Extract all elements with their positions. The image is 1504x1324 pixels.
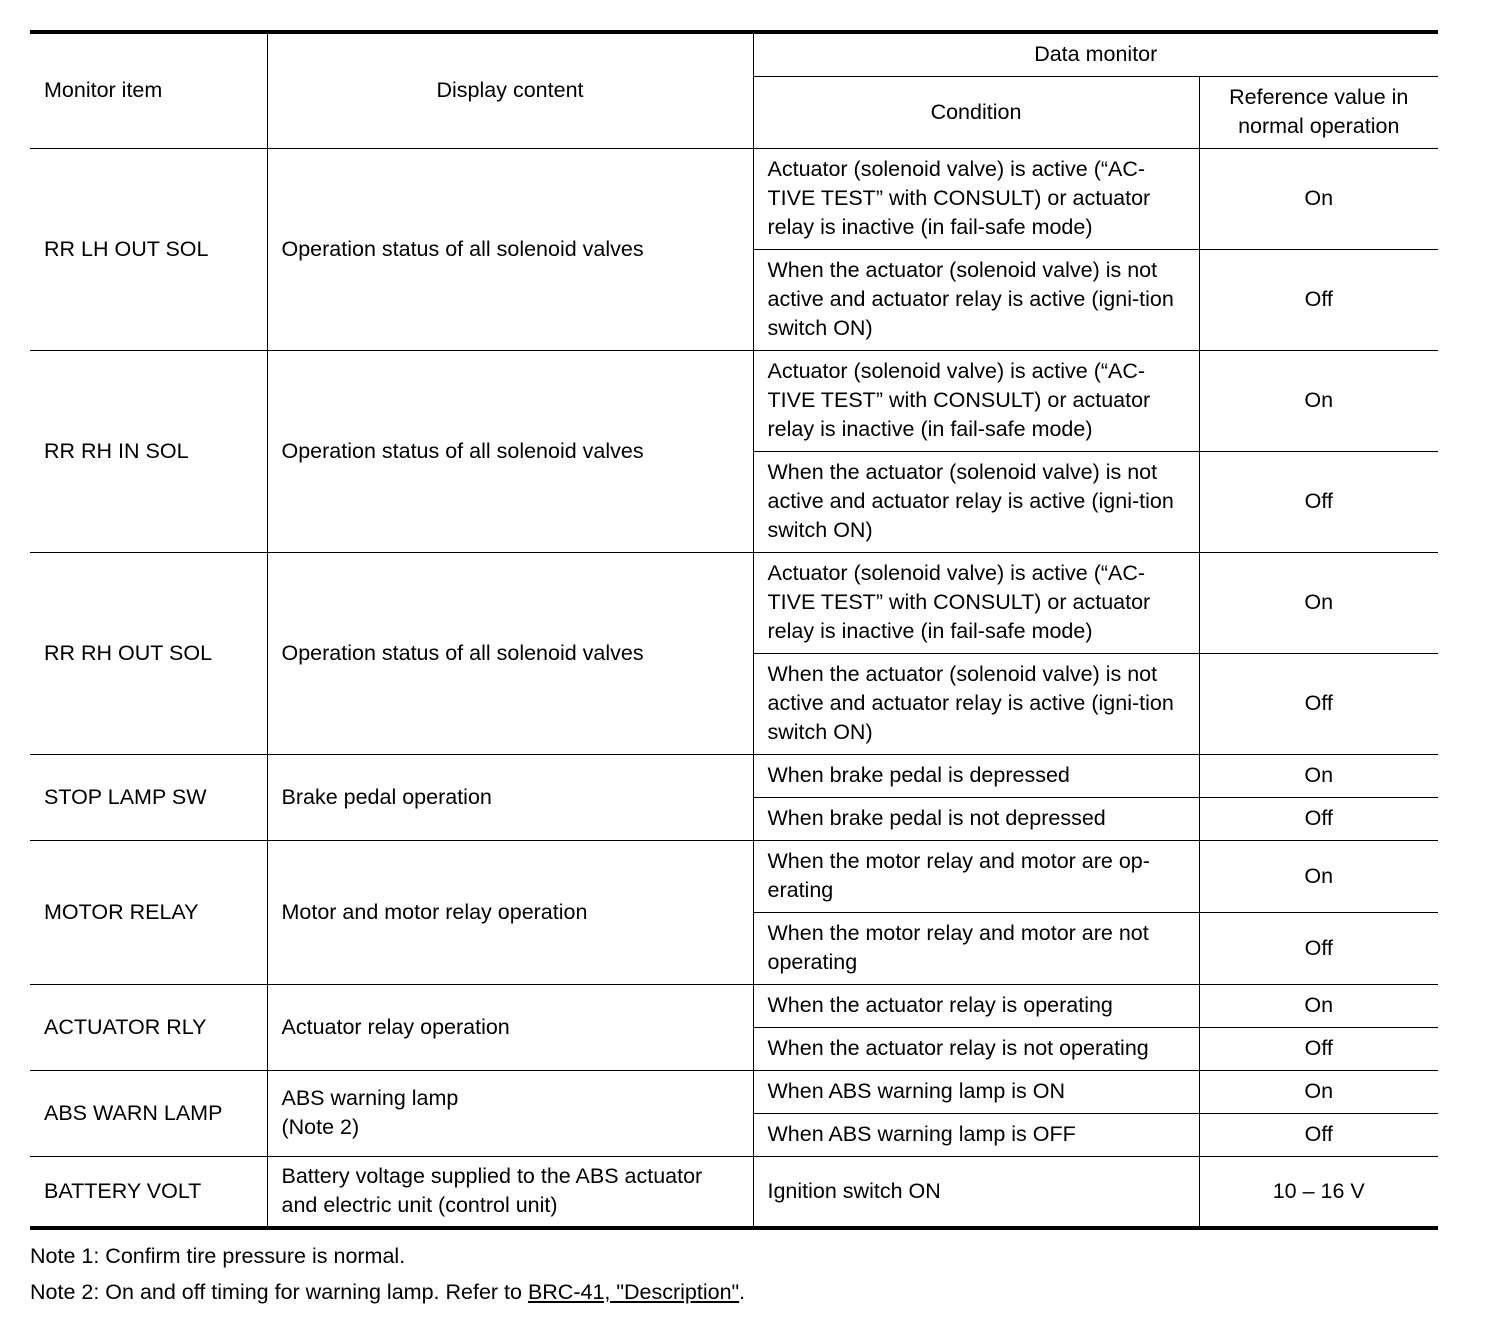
monitor-item-cell: BATTERY VOLT [30,1156,267,1228]
header-monitor-item: Monitor item [30,32,267,148]
table-row [30,1156,1438,1228]
header-display-content: Display content [267,32,753,148]
reference-value-cell: Off [1199,797,1438,840]
table-row [30,148,1438,249]
table-header-row [30,32,1438,76]
condition-cell: When brake pedal is not depressed [753,797,1199,840]
monitor-item-cell: RR RH IN SOL [30,350,267,552]
condition-cell: When ABS warning lamp is ON [753,1070,1199,1113]
condition-cell: When the actuator (solenoid valve) is not active and actuator relay is active (igni-tion switch ON) [753,249,1199,350]
condition-cell: When the actuator relay is operating [753,984,1199,1027]
monitor-item-cell: ABS WARN LAMP [30,1070,267,1156]
reference-value-cell: On [1199,840,1438,912]
display-content-cell: Operation status of all solenoid valves [267,552,753,754]
condition-cell: When the actuator (solenoid valve) is not active and actuator relay is active (igni-tion switch ON) [753,451,1199,552]
table-row [30,984,1438,1027]
reference-value-cell: Off [1199,1113,1438,1156]
monitor-item-cell: MOTOR RELAY [30,840,267,984]
monitor-item-cell: ACTUATOR RLY [30,984,267,1070]
data-monitor-table [30,30,1438,1230]
table-row [30,840,1438,912]
header-condition: Condition [753,76,1199,148]
display-content-note: (Note 2) [281,1115,360,1139]
note-2 [30,1274,1438,1310]
reference-value-cell: On [1199,148,1438,249]
condition-cell: When the actuator (solenoid valve) is not active and actuator relay is active (igni-tion switch ON) [753,653,1199,754]
condition-cell: Ignition switch ON [753,1156,1199,1228]
condition-cell: When the motor relay and motor are op-erating [753,840,1199,912]
reference-value-cell: On [1199,552,1438,653]
reference-value-cell: Off [1199,653,1438,754]
display-content-text: ABS warning lamp [281,1086,459,1110]
reference-value-cell: On [1199,984,1438,1027]
display-content-cell: Operation status of all solenoid valves [267,350,753,552]
reference-value-cell: Off [1199,912,1438,984]
notes-section [30,1238,1438,1310]
reference-value-cell: On [1199,754,1438,797]
brc-41-description-link[interactable]: BRC-41, "Description" [527,1280,740,1304]
table-row [30,1070,1438,1113]
header-data-monitor: Data monitor [753,32,1438,76]
reference-value-cell: Off [1199,249,1438,350]
display-content-cell [267,1070,753,1156]
reference-value-cell: On [1199,350,1438,451]
display-content-cell: Motor and motor relay operation [267,840,753,984]
table-row [30,552,1438,653]
condition-cell: Actuator (solenoid valve) is active (“AC-TIVE TEST” with CONSULT) or actuator relay is inactive (in fail-safe mode) [753,350,1199,451]
header-reference-value: Reference value in normal operation [1199,76,1438,148]
display-content-cell: Operation status of all solenoid valves [267,148,753,350]
reference-value-cell: 10 – 16 V [1199,1156,1438,1228]
display-content-cell: Battery voltage supplied to the ABS actuator and electric unit (control unit) [267,1156,753,1228]
note-1: Note 1: Confirm tire pressure is normal. [30,1244,406,1268]
reference-value-cell: Off [1199,1027,1438,1070]
monitor-item-cell: STOP LAMP SW [30,754,267,840]
monitor-item-cell: RR RH OUT SOL [30,552,267,754]
display-content-cell: Brake pedal operation [267,754,753,840]
condition-cell: When the motor relay and motor are not operating [753,912,1199,984]
table-row [30,350,1438,451]
condition-cell: Actuator (solenoid valve) is active (“AC-TIVE TEST” with CONSULT) or actuator relay is inactive (in fail-safe mode) [753,552,1199,653]
data-monitor-document [30,30,1438,1310]
note-2-suffix: . [739,1280,746,1304]
condition-cell: When brake pedal is depressed [753,754,1199,797]
reference-value-cell: Off [1199,451,1438,552]
condition-cell: When the actuator relay is not operating [753,1027,1199,1070]
note-2-text: Note 2: On and off timing for warning lamp. Refer to [30,1280,528,1304]
display-content-cell: Actuator relay operation [267,984,753,1070]
condition-cell: When ABS warning lamp is OFF [753,1113,1199,1156]
condition-cell: Actuator (solenoid valve) is active (“AC-TIVE TEST” with CONSULT) or actuator relay is inactive (in fail-safe mode) [753,148,1199,249]
table-row [30,754,1438,797]
reference-value-cell: On [1199,1070,1438,1113]
monitor-item-cell: RR LH OUT SOL [30,148,267,350]
